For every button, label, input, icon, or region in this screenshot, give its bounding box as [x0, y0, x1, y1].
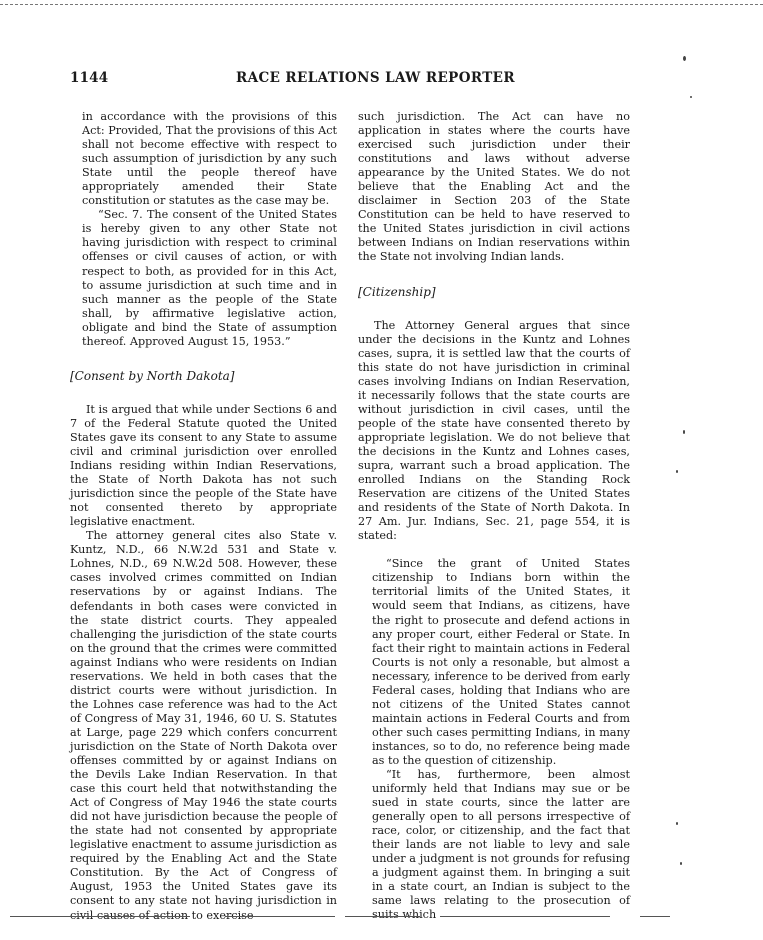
running-head: RACE RELATIONS LAW REPORTER — [236, 70, 515, 86]
scan-speck — [690, 96, 692, 98]
left-column — [70, 110, 337, 923]
scan-bottom-edge — [10, 916, 190, 917]
body-paragraph: It is argued that while under Sections 6 and 7 of the Federal Statute quoted the United States gave its consent to any State to assume civil and criminal jurisdiction over enrolled Indians residing within Indian Reservations, the State of North Dakota has not such jurisdiction since the people of the State have not consented thereto by appropriate legislative enactment. — [70, 402, 337, 529]
scan-bottom-edge — [225, 916, 335, 917]
statute-paragraph: in accordance with the provisions of this Act: Provided, That the provisions of this Act shall not become effective with respect to such assumption of jurisdiction by any such State until the people thereof have appropriately amended their State constitution or statutes as the case may be. — [82, 110, 337, 208]
right-column — [358, 110, 630, 923]
body-paragraph: such jurisdiction. The Act can have no application in states where the courts have exercised such jurisdiction under their constitutions and laws without adverse appearance by the United States. We do not believe that the Enabling Act and the disclaimer in Section 203 of the State Constitution can be held to have reserved to the United States jurisdiction in civil actions between Indians on Indian reservations within the State not involving Indian lands. — [358, 110, 630, 264]
scan-speck — [680, 862, 682, 865]
section-heading-citizenship: [Citizenship] — [358, 284, 436, 299]
scan-bottom-edge — [640, 916, 670, 917]
scan-speck — [683, 430, 685, 434]
block-quote: “Since the grant of United States citizenship to Indians born within the territorial limits of the United States, it would seem that Indians, as citizens, have the right to prosecute and defend actions in any proper court, either Federal or State. In fact their right to maintain actions in Federal Courts is not only a resonable, but almost a necessary, inference to be derived from early Federal cases, holding that Indians who are not citizens of the United States cannot maintain actions in Federal Courts and from other such cases permitting Indians, in many instances, so to do, no reference being made as to the question of citizenship. — [372, 557, 630, 767]
scan-speck — [683, 56, 686, 61]
body-paragraph: The Attorney General argues that since under the decisions in the Kuntz and Lohnes cases, supra, it is settled law that the courts of this state do not have jurisdiction in criminal cases involving Indians on Indian Reservation, it necessarily follows that the state courts are without jurisdiction in civil cases, until the people of the state have consented thereto by appropriate legislation. We do not believe that the decisions in the Kuntz and Lohnes cases, supra, warrant such a broad application. The enrolled Indians on the Standing Rock Reservation are citizens of the United States and residents of the State of North Dakota. In 27 Am. Jur. Indians, Sec. 21, page 554, it is stated: — [358, 318, 630, 543]
scan-top-edge — [0, 4, 763, 5]
page-number: 1144 — [70, 70, 109, 86]
body-paragraph: The attorney general cites also State v. Kuntz, N.D., 66 N.W.2d 531 and State v. Lohnes, N.D., 69 N.W.2d 508. However, these cases involved crimes committed on Indian reservations by or against Indians. The defendants in both cases were convicted in the state district courts. They appealed challenging the jurisdiction of the state courts on the ground that the crimes were committed against Indians who were residents on Indian reservations. We held in both cases that the district courts were without jurisdiction. In the Lohnes case reference was had to the Act of Congress of May 31, 1946, 60 U. S. Statutes at Large, page 229 which confers concurrent jurisdiction on the State of North Dakota over offenses committed by or against Indians on the Devils Lake Indian Reservation. In that case this court held that notwithstanding the Act of Congress of May 1946 the state courts did not have jurisdiction because the people of the state had not consented by appropriate legislative enactment to assume jurisdiction as required by the Enabling Act and the State Constitution. By the Act of Congress of August, 1953 the United States gave its consent to any state not having jurisdiction in civil causes of action to exercise — [70, 529, 337, 922]
scan-bottom-edge — [440, 916, 610, 917]
scan-speck — [676, 822, 678, 825]
statute-section-7: “Sec. 7. The consent of the United States is hereby given to any other State not having jurisdiction with respect to criminal offenses or civil causes of action, or with respect to both, as provided for in this Act, to assume jurisdiction at such time and in such manner as the people of the State shall, by affirmative legislative action, obligate and bind the State of assumption thereof. Approved August 15, 1953.” — [82, 208, 337, 348]
block-quote: “It has, furthermore, been almost uniformly held that Indians may sue or be sued in state courts, since the latter are generally open to all persons irrespective of race, color, or citizenship, and the fact that their lands are not liable to levy and sale under a judgment is not grounds for refusing a judgment against them. In bringing a suit in a state court, an Indian is subject to the same laws relating to the prosecution of suits which — [372, 768, 630, 922]
section-heading-consent: [Consent by North Dakota] — [70, 368, 235, 383]
scan-bottom-edge — [345, 916, 420, 917]
scan-speck — [676, 470, 678, 473]
